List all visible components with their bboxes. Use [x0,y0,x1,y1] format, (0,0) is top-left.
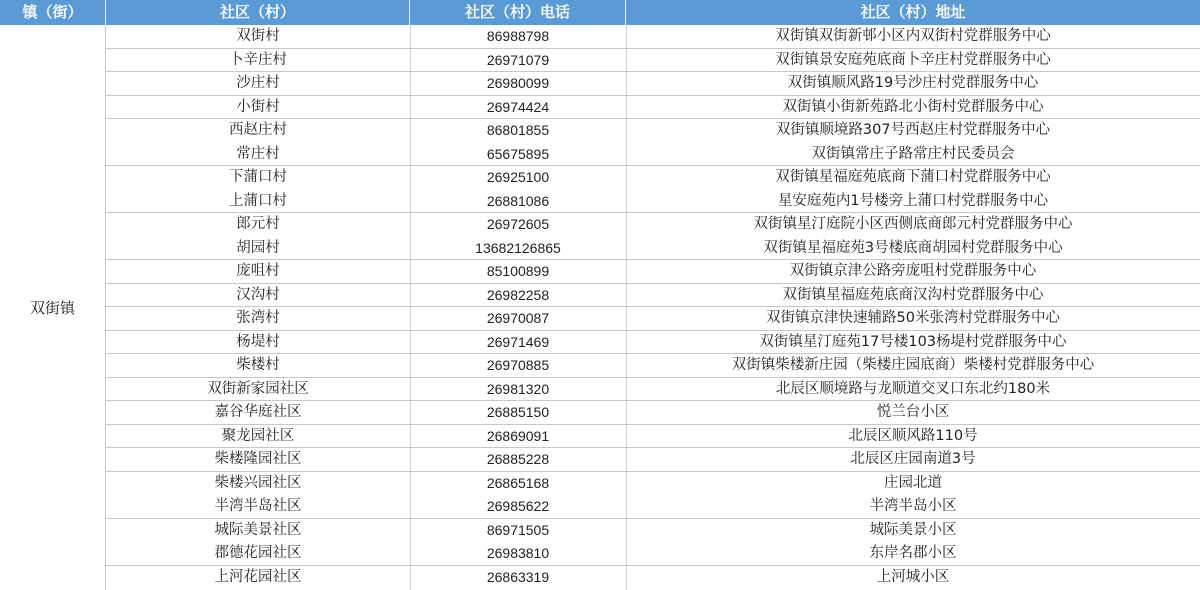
phone-cell[interactable]: 26983810 [486,545,550,561]
header-town[interactable]: 镇（街） [0,0,106,25]
community-name-cell[interactable]: 聚龙园社区 [221,427,295,444]
header-community[interactable]: 社区（村） [106,0,410,25]
community-name-cell[interactable]: 双街新家园社区 [207,380,309,397]
table-row [106,49,1200,73]
phone-cell[interactable]: 86971505 [486,521,550,538]
phone-cell[interactable]: 26971469 [486,333,550,350]
table-row [106,448,1200,472]
table-row [106,495,1200,519]
address-cell[interactable]: 双街镇星福庭苑底商汉沟村党群服务中心 [782,286,1044,303]
phone-cell[interactable]: 13682126865 [475,239,561,256]
address-cell[interactable]: 东岸名郡小区 [869,545,957,561]
table-row [106,566,1200,590]
town-name: 双街镇 [29,299,75,317]
table-row [106,542,1200,566]
table-row [106,25,1200,49]
phone-cell[interactable]: 26885228 [486,451,550,467]
phone-cell[interactable]: 26982258 [486,286,550,303]
community-name-cell[interactable]: 柴楼隆园社区 [214,451,302,467]
table-row [106,143,1200,167]
address-cell[interactable]: 双街镇星汀庭院小区西侧底商郎元村党群服务中心 [753,216,1073,232]
community-name-cell[interactable]: 胡园村 [236,239,280,256]
phone-cell[interactable]: 26885150 [486,404,550,420]
phone-cell[interactable]: 26980099 [486,75,550,91]
address-cell[interactable]: 双街镇柴楼新庄园（柴楼庄园底商）柴楼村党群服务中心 [731,357,1095,373]
address-cell[interactable]: 双街镇京津快速辅路50米张湾村党群服务中心 [766,310,1060,326]
community-name-cell[interactable]: 常庄村 [236,145,280,162]
phone-cell[interactable]: 26863319 [486,568,550,585]
address-cell[interactable]: 星安庭苑内1号楼旁上蒲口村党群服务中心 [777,192,1049,209]
address-cell[interactable]: 双街镇常庄子路常庄村民委员会 [811,145,1015,162]
phone-cell[interactable]: 86988798 [486,28,550,44]
table-row [106,354,1200,378]
community-name-cell[interactable]: 卜辛庄村 [229,51,287,68]
table-body [106,25,1200,589]
community-name-cell[interactable]: 柴楼兴园社区 [214,474,302,491]
phone-cell[interactable]: 26970087 [486,310,550,326]
community-name-cell[interactable]: 上蒲口村 [229,192,287,209]
table-row [106,190,1200,214]
table-row [106,284,1200,308]
address-cell[interactable]: 北辰区顺风路110号 [848,427,978,444]
town-cell[interactable] [0,25,106,590]
community-name-cell[interactable]: 庞咀村 [236,263,280,279]
table-row [106,213,1200,237]
community-name-cell[interactable]: 小街村 [236,98,280,115]
address-cell[interactable]: 庄园北道 [884,474,942,491]
phone-cell[interactable]: 26981320 [486,380,550,397]
table-row [106,237,1200,261]
table-row [106,72,1200,96]
address-cell[interactable]: 上河城小区 [876,568,950,585]
community-name-cell[interactable]: 下蒲口村 [229,169,287,185]
community-name-cell[interactable]: 上河花园社区 [214,568,302,585]
address-cell[interactable]: 北辰区顺境路与龙顺道交叉口东北约180米 [775,380,1051,397]
community-name-cell[interactable]: 西赵庄村 [229,122,287,138]
table-row [106,260,1200,284]
address-cell[interactable]: 悦兰台小区 [876,404,950,420]
community-name-cell[interactable]: 柴楼村 [236,357,280,373]
address-cell[interactable]: 双街镇星福庭苑3号楼底商胡园村党群服务中心 [763,239,1063,256]
community-name-cell[interactable]: 双街村 [236,28,280,44]
community-name-cell[interactable]: 嘉谷华庭社区 [214,404,302,420]
table-row [106,307,1200,331]
table-row [106,401,1200,425]
address-cell[interactable]: 双街镇顺风路19号沙庄村党群服务中心 [787,75,1039,91]
phone-cell[interactable]: 26925100 [486,169,550,185]
address-cell[interactable]: 双街镇顺境路307号西赵庄村党群服务中心 [775,122,1051,138]
community-name-cell[interactable]: 沙庄村 [236,75,280,91]
community-name-cell[interactable]: 张湾村 [236,310,280,326]
address-cell[interactable]: 城际美景小区 [869,521,957,538]
community-name-cell[interactable]: 郎元村 [236,216,280,232]
phone-cell[interactable]: 26985622 [486,498,550,514]
address-cell[interactable]: 双街镇景安庭苑底商卜辛庄村党群服务中心 [775,51,1051,68]
table-header [0,0,1200,25]
address-cell[interactable]: 双街镇京津公路旁庞咀村党群服务中心 [789,263,1037,279]
header-phone[interactable]: 社区（村）电话 [410,0,626,25]
address-cell[interactable]: 半湾半岛小区 [869,498,957,514]
phone-cell[interactable]: 85100899 [486,263,550,279]
phone-cell[interactable]: 26974424 [486,98,550,115]
community-name-cell[interactable]: 郡德花园社区 [214,545,302,561]
community-name-cell[interactable]: 杨堤村 [236,333,280,350]
table-row [106,119,1200,143]
community-name-cell[interactable]: 城际美景社区 [214,521,302,538]
phone-cell[interactable]: 65675895 [486,145,550,162]
table-row [106,331,1200,355]
table-row [106,96,1200,120]
community-name-cell[interactable]: 汉沟村 [236,286,280,303]
header-address[interactable]: 社区（村）地址 [860,3,966,21]
phone-cell[interactable]: 26970885 [486,357,550,373]
phone-cell[interactable]: 26971079 [486,51,550,68]
address-cell[interactable]: 双街镇星福庭苑底商下蒲口村党群服务中心 [775,169,1051,185]
table-row [106,425,1200,449]
table-row [106,472,1200,496]
address-cell[interactable]: 双街镇星汀庭苑17号楼103杨堤村党群服务中心 [759,333,1067,350]
address-cell[interactable]: 双街镇双街新邨小区内双街村党群服务中心 [775,28,1051,44]
phone-cell[interactable]: 26972605 [486,216,550,232]
table-row [106,378,1200,402]
table-row [106,519,1200,543]
phone-cell[interactable]: 26881086 [486,192,550,209]
phone-cell[interactable]: 26869091 [486,427,550,444]
table-row [106,166,1200,190]
community-name-cell[interactable]: 半湾半岛社区 [214,498,302,514]
phone-cell[interactable]: 86801855 [486,122,550,138]
address-cell[interactable]: 北辰区庄园南道3号 [850,451,976,467]
address-cell[interactable]: 双街镇小街新苑路北小街村党群服务中心 [782,98,1044,115]
phone-cell[interactable]: 26865168 [486,474,550,491]
